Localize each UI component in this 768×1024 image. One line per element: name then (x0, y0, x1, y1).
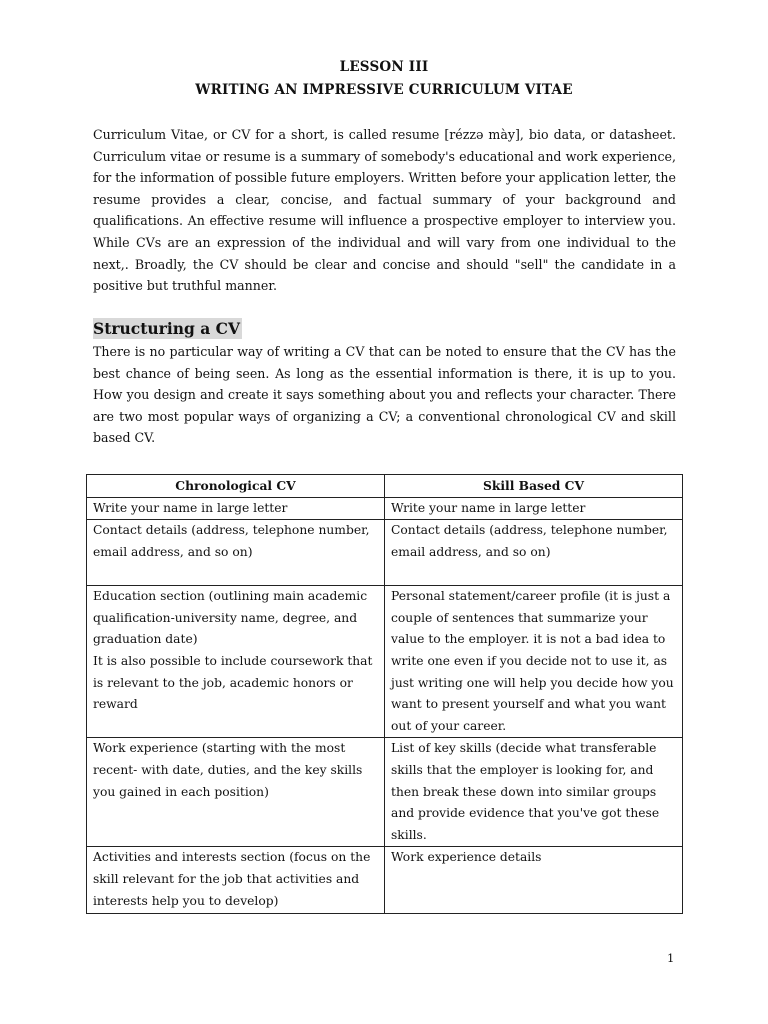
table-cell (385, 497, 683, 520)
table-row (87, 497, 683, 520)
table-header-row (87, 475, 683, 498)
page-number: 1 (667, 951, 675, 965)
table-cell (87, 586, 385, 738)
table-cell (385, 520, 683, 586)
table-row (87, 520, 683, 586)
table-cell (87, 847, 385, 914)
intro-paragraph: Curriculum Vitae, or CV for a short, is called resume [rézzə mày], bio data, or datasheet. Curriculum vitae or resume is a summary of somebody's educational and work experience, for the information of possible future employers. Written before your application letter, the resume provides a clear, concise, and factual summary of your background and qualifications. An effective resume will influence a prospective employer to interview you. While CVs are an expression of the individual and will vary from one individual to the next,. Broadly, the CV should be clear and concise and should "sell" the candidate in a positive but truthful manner. (93, 127, 677, 294)
table-cell (87, 738, 385, 847)
table-row (87, 586, 683, 738)
cv-comparison-table (86, 474, 683, 914)
cell-text: Work experience (starting with the most recent- with date, duties, and the key skills you gained in each position) (93, 741, 363, 799)
cell-text: Personal statement/career profile (it is just a couple of sentences that summarize your value to the employer. it is not a bad idea to write one even if you decide not to use it, as just writing one will help you decide how you want to present yourself and what you want out of your career. (391, 589, 674, 733)
cell-text: Work experience details (391, 850, 542, 865)
table-cell (87, 497, 385, 520)
cell-text: Activities and interests section (focus on the skill relevant for the job that activities and interests help you to develop) (93, 850, 371, 908)
section-heading: Structuring a CV (93, 319, 241, 338)
cell-text: List of key skills (decide what transferable skills that the employer is looking for, and then break these down into similar groups and provide evidence that you've got these skills. (391, 741, 660, 842)
table-cell (385, 738, 683, 847)
cell-text: Contact details (address, telephone number, email address, and so on) (93, 523, 370, 559)
header-skill-based: Skill Based CV (385, 475, 683, 498)
table-row (87, 738, 683, 847)
header-chronological: Chronological CV (87, 475, 385, 498)
cell-text: Write your name in large letter (391, 500, 586, 515)
cell-text: Contact details (address, telephone number, email address, and so on) (391, 523, 668, 559)
table-cell (385, 586, 683, 738)
cell-text: It is also possible to include coursework that is relevant to the job, academic honors or reward (93, 653, 373, 712)
cell-text: Write your name in large letter (93, 500, 288, 515)
table-row (87, 847, 683, 914)
table-cell (87, 520, 385, 586)
table-cell (385, 847, 683, 914)
cell-text: Education section (outlining main academic qualification-university name, degree, and graduation date) (93, 589, 368, 647)
lesson-title: WRITING AN IMPRESSIVE CURRICULUM VITAE (195, 82, 573, 98)
structure-paragraph: There is no particular way of writing a CV that can be noted to ensure that the CV has the best chance of being seen. As long as the essential information is there, it is up to you. How you design and create it says something about you and reflects your character. There are two most popular ways of organizing a CV; a conventional chronological CV and skill based CV. (93, 344, 676, 446)
lesson-label: LESSON III (339, 59, 429, 75)
